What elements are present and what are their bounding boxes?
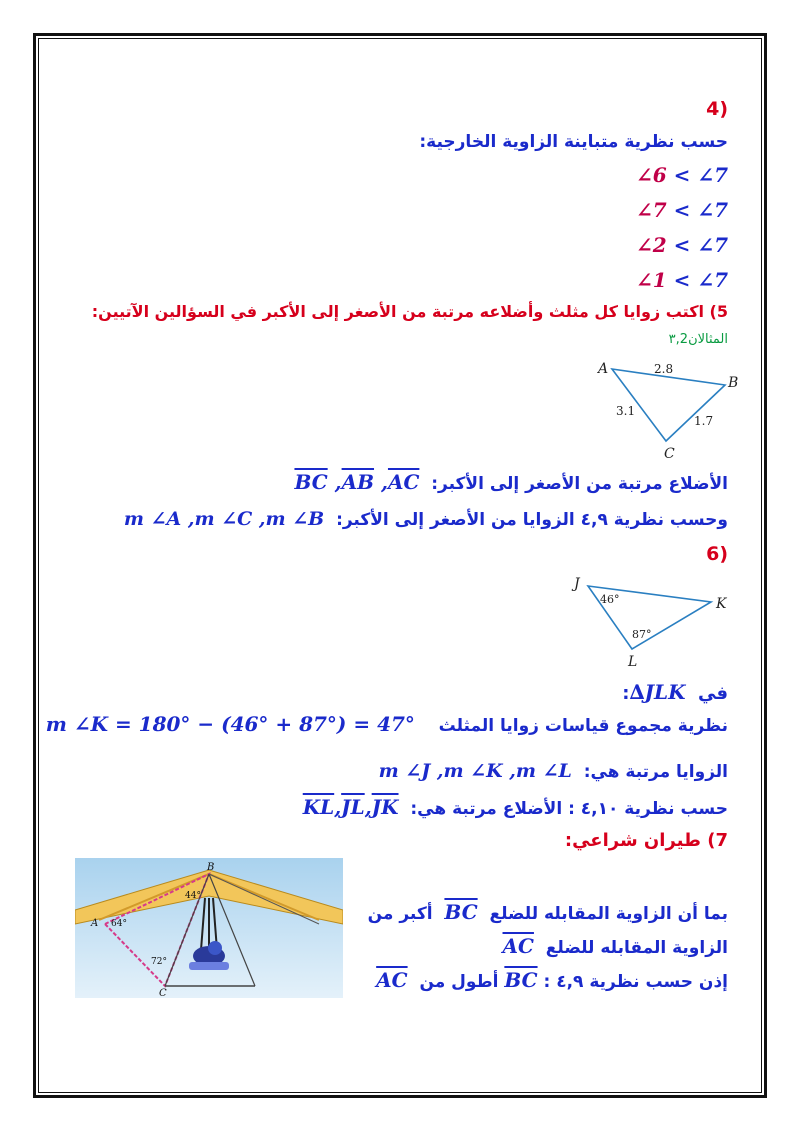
q7-vertex-a: A — [91, 918, 99, 929]
q6-triangle-figure — [566, 572, 741, 672]
q5-vertex-c: C — [664, 446, 675, 462]
q6-equation-reason: نظرية مجموع قياسات زوايا المثلث — [438, 716, 728, 736]
q4-number: (4 — [706, 98, 728, 120]
q7-vertex-c: C — [159, 988, 167, 998]
q6-vertex-k: K — [716, 596, 727, 612]
q5-side-bc-length: 1.7 — [694, 414, 714, 428]
q6-sides-order: حسب نظرية ٤,١٠ : الأضلاع مرتبة هي: $\overline{KL},\overline{JL},\overline{JK}$ — [302, 795, 728, 819]
q7-line-1: بما أن الزاوية المقابله للضلع $\overline{BC}$ أكبر من — [367, 900, 728, 924]
q7-heading: 7) طيران شراعي: — [564, 830, 728, 851]
q4-inequality-4: ∠1 < ∠7 — [635, 268, 728, 292]
pilot-helmet — [208, 941, 222, 955]
q5-heading: 5) اكتب زوايا كل مثلث وأضلاعه مرتبة من الأصغر إلى الأكبر في السؤالين الآتيين: — [91, 302, 728, 321]
q6-angle-l-measure: 87° — [632, 628, 652, 641]
q5-sides-order: الأضلاع مرتبة من الأصغر إلى الأكبر: $\overline{BC}$ $,\overline{AB}$ $,\overline{AC}$ — [294, 470, 728, 494]
q6-vertex-l: L — [628, 654, 638, 670]
pilot-legs — [189, 962, 229, 970]
q6-triangle-intro: في ∆JLK: — [622, 680, 728, 704]
q6-equation: m ∠K = 180° − (46° + 87°) = 47° — [45, 712, 415, 736]
q4-inequality-1: ∠6 < ∠7 — [635, 163, 728, 187]
q5-side-ab-length: 2.8 — [654, 362, 674, 376]
q7-vertex-b: B — [207, 862, 215, 873]
q4-inequality-3: ∠2 < ∠7 — [635, 233, 728, 257]
q4-heading: حسب نظرية متباينة الزاوية الخارجية: — [419, 132, 728, 152]
q6-number: (6 — [706, 543, 728, 565]
q7-angle-b: 44° — [185, 891, 201, 901]
q7-line-3: إذن حسب نظرية ٤,٩ : $\overline{BC}$ أطول من $\overline{AC}$ — [376, 968, 728, 992]
q5-vertex-a: A — [598, 361, 609, 377]
q6-angle-k-computation — [46, 712, 728, 736]
q7-angle-c: 72° — [151, 957, 167, 967]
q6-angle-j-measure: 46° — [600, 593, 620, 606]
q5-triangle-figure — [590, 355, 740, 465]
q7-hang-glider-image — [75, 858, 343, 998]
q7-line-2: الزاوية المقابله للضلع $\overline{AC}$ — [502, 934, 728, 958]
q5-vertex-b: B — [728, 375, 739, 391]
q5-angles-order: وحسب نظرية ٤,٩ الزوايا من الأصغر إلى الأكبر: m ∠A ,m ∠C ,m ∠B — [123, 508, 728, 530]
q4-inequality-2: ∠7 < ∠7 — [635, 198, 728, 222]
q5-side-ac-length: 3.1 — [616, 404, 636, 418]
q5-example-note: المثالان٣,2 — [668, 332, 728, 347]
q7-angle-a: 64° — [111, 919, 127, 929]
q6-vertex-j: J — [574, 576, 580, 592]
q6-angles-order: الزوايا مرتبة هي: m ∠J ,m ∠K ,m ∠L — [378, 760, 728, 782]
